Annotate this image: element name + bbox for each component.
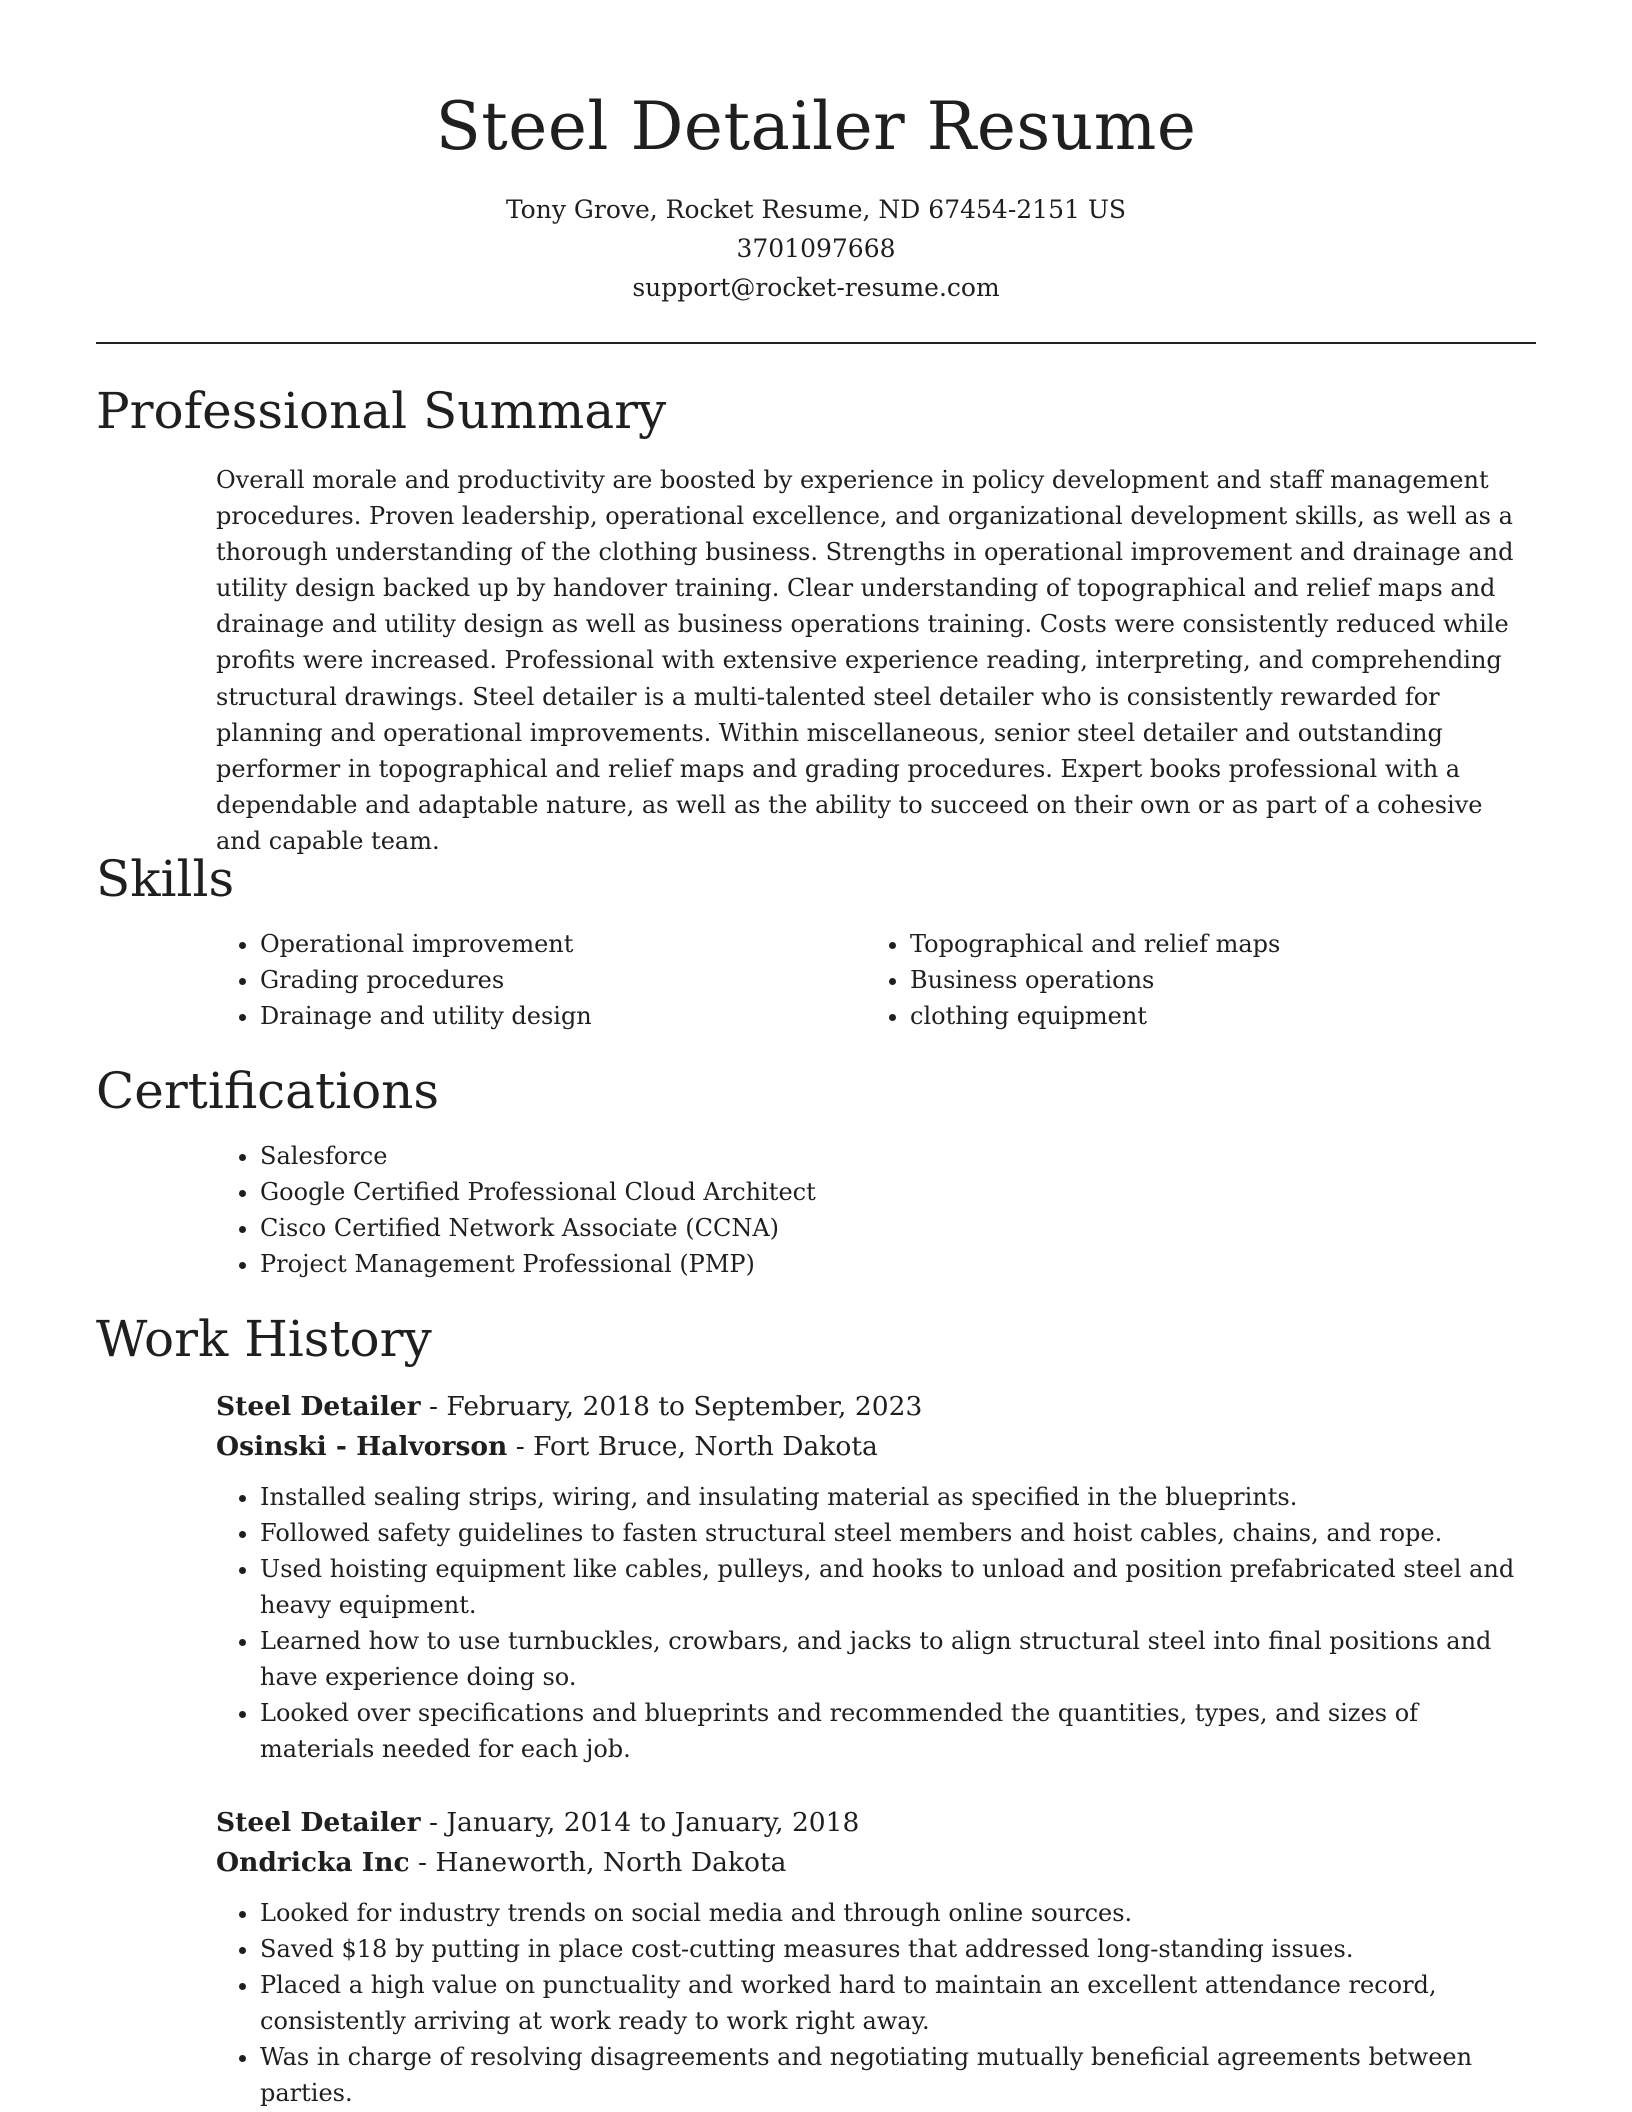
job-title-line <box>216 1387 1536 1427</box>
certification-item: • Project Management Professional (PMP) <box>260 1246 1416 1282</box>
skill-item: • Operational improvement <box>260 926 816 962</box>
job-dates: - February, 2018 to September, 2023 <box>420 1391 923 1422</box>
summary-text: Overall morale and productivity are boosted by experience in policy development and staff management procedures. Proven leadership, operational excellence, and organizational development skills, as well as a thorough understanding of the clothing business. Strengths in operational improvement and drainage and utility design backed up by handover training. Clear understanding of topographical and relief maps and drainage and utility design as well as business operations training. Costs were consistently reduced while profits were increased. Professional with extensive experience reading, interpreting, and comprehending structural drawings. Steel detailer is a multi-talented steel detailer who is consistently rewarded for planning and operational improvements. Within miscellaneous, senior steel detailer and outstanding performer in topographical and relief maps and grading procedures. Expert books professional with a dependable and adaptable nature, as well as the ability to succeed on their own or as part of a cohesive and capable team. <box>216 466 1514 855</box>
certification-item: • Google Certified Professional Cloud Architect <box>260 1174 1416 1210</box>
certifications-heading: Certifications <box>96 1062 440 1120</box>
skill-item: • Topographical and relief maps <box>910 926 1466 962</box>
job-entry <box>216 1803 1536 2111</box>
skill-item: • Grading procedures <box>260 962 816 998</box>
job-entry <box>216 1387 1536 1767</box>
contact-email: support@rocket-resume.com <box>632 273 1000 302</box>
job-duty-item: • Was in charge of resolving disagreements and negotiating mutually beneficial agreements between parties. <box>260 2039 1536 2111</box>
job-duties <box>216 1895 1536 2111</box>
skills-list-right <box>866 926 1466 1034</box>
contact-info <box>0 190 1632 307</box>
job-title-line <box>216 1803 1536 1843</box>
job-duties <box>216 1479 1536 1767</box>
page-title: Steel Detailer Resume <box>435 88 1197 165</box>
job-duty-item: • Saved $18 by putting in place cost-cutting measures that addressed long-standing issues. <box>260 1931 1536 1967</box>
job-duty-item: • Placed a high value on punctuality and worked hard to maintain an excellent attendance record, consistently arriving at work ready to work right away. <box>260 1967 1536 2039</box>
resume-header <box>0 84 1632 307</box>
job-duty-item: • Followed safety guidelines to fasten structural steel members and hoist cables, chains, and rope. <box>260 1515 1536 1551</box>
job-company-line <box>216 1427 1536 1467</box>
job-duty-item: • Used hoisting equipment like cables, pulleys, and hooks to unload and position prefabricated steel and heavy equipment. <box>260 1551 1536 1623</box>
skills-heading: Skills <box>96 850 235 908</box>
job-dates: - January, 2014 to January, 2018 <box>420 1807 860 1838</box>
job-location: - Fort Bruce, North Dakota <box>507 1431 878 1462</box>
contact-phone: 3701097668 <box>736 234 896 263</box>
job-duty-item: • Installed sealing strips, wiring, and insulating material as specified in the blueprints. <box>260 1479 1536 1515</box>
job-title: Steel Detailer <box>216 1391 421 1422</box>
certification-item: • Cisco Certified Network Associate (CCNA) <box>260 1210 1416 1246</box>
skill-item: • Business operations <box>910 962 1466 998</box>
summary-heading: Professional Summary <box>96 382 667 440</box>
job-duty-item: • Looked over specifications and blueprints and recommended the quantities, types, and sizes of materials needed for each job. <box>260 1695 1536 1767</box>
job-location: - Haneworth, North Dakota <box>409 1847 787 1878</box>
job-duty-item: • Learned how to use turnbuckles, crowbars, and jacks to align structural steel into final positions and have experience doing so. <box>260 1623 1536 1695</box>
certifications-list <box>216 1138 1416 1282</box>
work-history-heading: Work History <box>96 1310 432 1368</box>
contact-address: Tony Grove, Rocket Resume, ND 67454-2151 US <box>505 195 1127 224</box>
job-title: Steel Detailer <box>216 1807 421 1838</box>
skill-item: • clothing equipment <box>910 998 1466 1034</box>
header-divider <box>96 342 1536 344</box>
job-company: Osinski - Halvorson <box>216 1431 508 1462</box>
certification-item: • Salesforce <box>260 1138 1416 1174</box>
skill-item: • Drainage and utility design <box>260 998 816 1034</box>
job-company: Ondricka Inc <box>216 1847 410 1878</box>
job-duty-item: • Looked for industry trends on social media and through online sources. <box>260 1895 1536 1931</box>
job-company-line <box>216 1843 1536 1883</box>
skills-list-left <box>216 926 816 1034</box>
